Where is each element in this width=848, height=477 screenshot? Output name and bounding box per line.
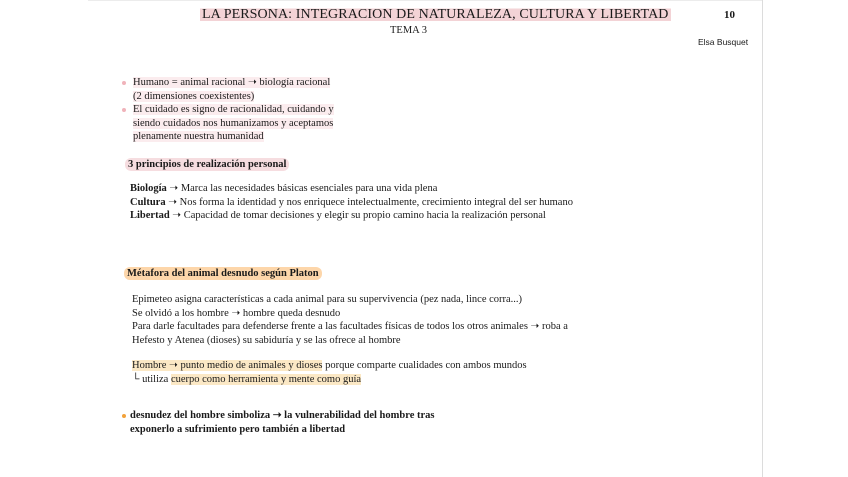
bullet-dot-icon bbox=[122, 414, 126, 418]
page-number: 10 bbox=[724, 9, 735, 21]
middle-point-text bbox=[132, 359, 527, 386]
text-line: Se olvidó a los hombre ➝ hombre queda desnudo bbox=[132, 307, 341, 319]
principle-text: ➝ Marca las necesidades básicas esenciales para una vida plena bbox=[166, 183, 438, 194]
list-item bbox=[122, 103, 334, 144]
text-line: desnudez del hombre simboliza ➝ la vulnerabilidad del hombre tras bbox=[130, 410, 435, 421]
list-item bbox=[130, 196, 573, 210]
text-line: Epimeteo asigna características a cada animal para su supervivencia (pez nada, lince corra...) bbox=[132, 294, 523, 305]
principle-text: ➝ Nos forma la identidad y nos enriquece intelectualmente, crecimiento integral del ser humano bbox=[165, 196, 573, 208]
page-right-edge bbox=[762, 0, 763, 477]
bullet-line: plenamente nuestra humanidad bbox=[133, 131, 264, 142]
text-line bbox=[132, 359, 527, 373]
principles-heading: 3 principios de realización personal bbox=[125, 158, 289, 171]
plain-text: └ utiliza bbox=[132, 373, 171, 385]
metaphor-heading: Métafora del animal desnudo según Platon bbox=[124, 267, 322, 280]
principle-text: ➝ Capacidad de tomar decisiones y elegir su propio camino hacia la realización personal bbox=[169, 210, 546, 221]
bullet-line: El cuidado es signo de racionalidad, cuidando y bbox=[133, 104, 334, 115]
page-title-text: LA PERSONA: INTEGRACION DE NATURALEZA, CULTURA Y LIBERTAD bbox=[202, 7, 669, 22]
highlighted-text: cuerpo como herramienta y mente como guía bbox=[170, 373, 362, 385]
list-item bbox=[122, 76, 334, 103]
principle-term: Cultura bbox=[130, 196, 166, 208]
principle-term: Libertad bbox=[130, 210, 170, 221]
principles-list bbox=[130, 182, 573, 223]
list-item bbox=[130, 182, 573, 196]
page-title bbox=[200, 7, 671, 23]
bullet-dot-icon bbox=[122, 108, 126, 112]
plain-text: porque comparte cualidades con ambos mundos bbox=[322, 360, 527, 371]
bullet-line: Humano = animal racional ➝ biología racional bbox=[133, 77, 331, 88]
list-item bbox=[130, 209, 573, 223]
bullet-line: (2 dimensiones coexistentes) bbox=[133, 90, 255, 102]
metaphor-text bbox=[132, 293, 568, 347]
text-line: Para darle facultades para defenderse frente a las facultades físicas de todos los otros animales ➝ roba a bbox=[132, 321, 568, 332]
text-line: exponerlo a sufrimiento pero también a libertad bbox=[130, 423, 346, 435]
principle-term: Biología bbox=[130, 183, 167, 194]
page-top-edge bbox=[88, 0, 762, 1]
final-bullet bbox=[122, 409, 434, 436]
bullet-dot-icon bbox=[122, 81, 126, 85]
author-name: Elsa Busquet bbox=[698, 37, 749, 47]
page-subtitle: TEMA 3 bbox=[390, 25, 428, 36]
highlighted-text: Hombre ➝ punto medio de animales y dioses bbox=[132, 360, 323, 371]
text-line bbox=[132, 373, 527, 387]
intro-bullets bbox=[122, 76, 334, 144]
bullet-line: siendo cuidados nos humanizamos y aceptamos bbox=[133, 117, 334, 129]
text-line: Hefesto y Atenea (dioses) su sabiduría y se las ofrece al hombre bbox=[132, 334, 401, 346]
